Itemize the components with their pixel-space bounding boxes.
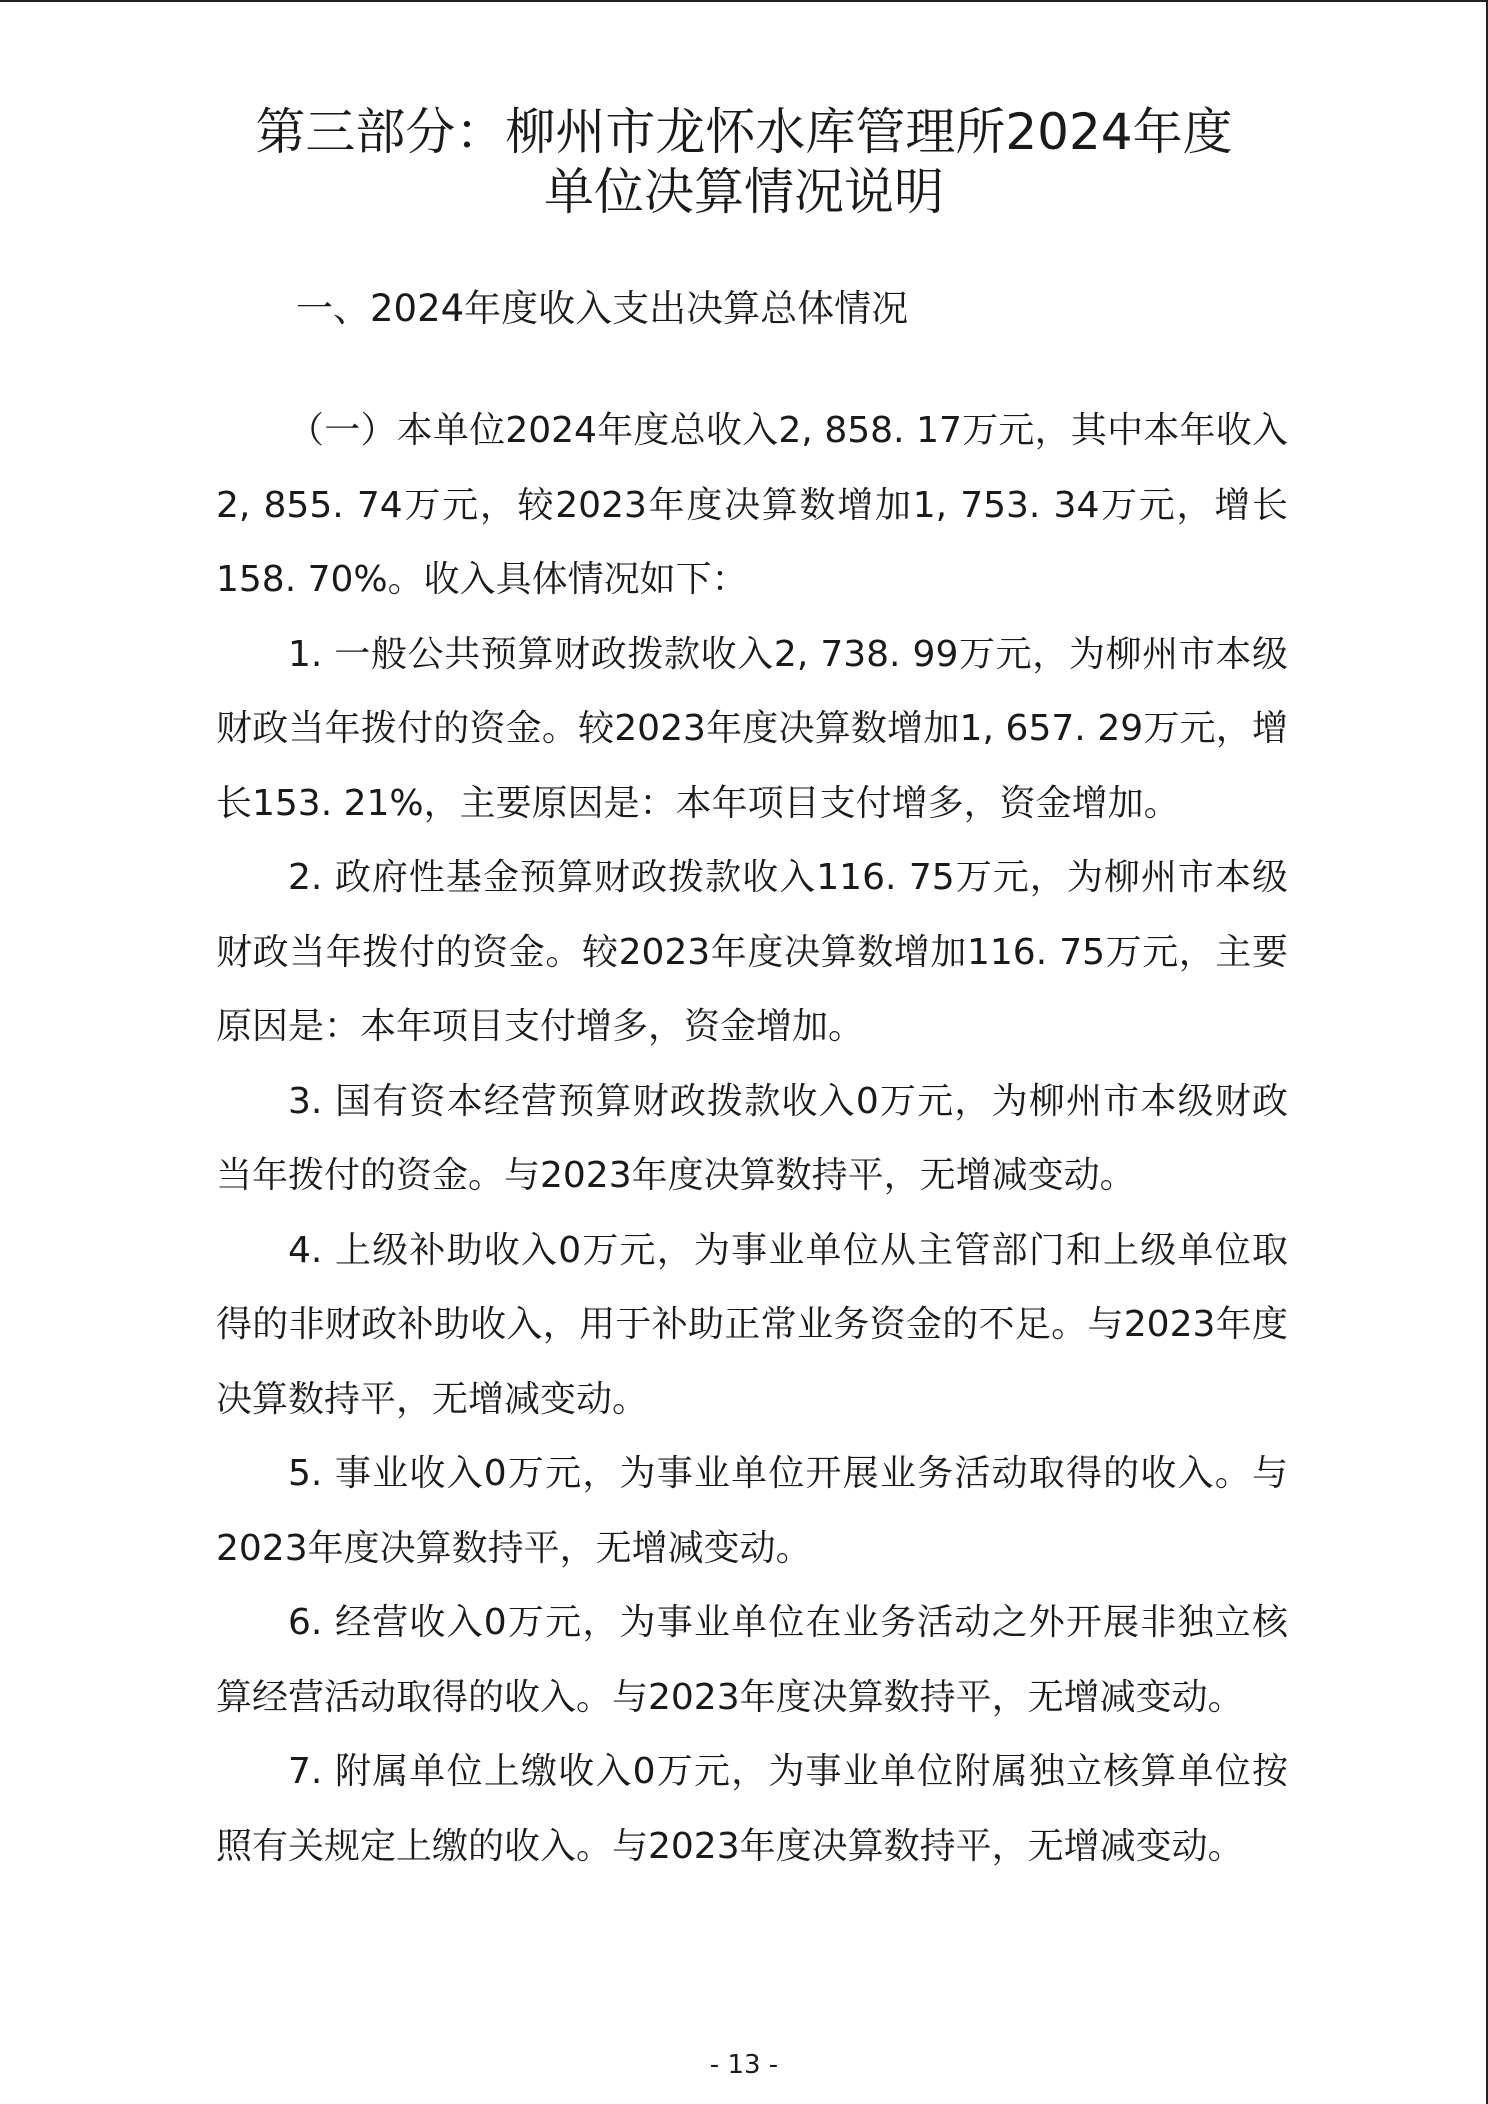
paragraph-item-7: 7. 附属单位上缴收入0万元，为事业单位附属独立核算单位按照有关规定上缴的收入。与2023年度决算数持平，无增减变动。	[216, 1751, 1288, 1867]
paragraph-item-1: 1. 一般公共预算财政拨款收入2, 738. 99万元，为柳州市本级财政当年拨付的资金。较2023年度决算数增加1, 657. 29万元，增长153. 21%，主要原因是：本年项目支付增多，资金增加。	[216, 633, 1288, 824]
body-text	[216, 394, 1288, 1884]
title-line-1: 第三部分：柳州市龙怀水库管理所2024年度	[255, 103, 1233, 161]
section-heading: 一、2024年度收入支出决算总体情况	[296, 287, 909, 330]
page-title	[180, 102, 1308, 222]
paragraph-item-2: 2. 政府性基金预算财政拨款收入116. 75万元，为柳州市本级财政当年拨付的资金。较2023年度决算数增加116. 75万元，主要原因是：本年项目支付增多，资金增加。	[216, 857, 1288, 1047]
title-line-2: 单位决算情况说明	[544, 163, 944, 221]
paragraph-item-6: 6. 经营收入0万元，为事业单位在业务活动之外开展非独立核算经营活动取得的收入。与2023年度决算数持平，无增减变动。	[216, 1602, 1288, 1718]
page-number: - 13 -	[709, 2050, 779, 2080]
paragraph-item-3: 3. 国有资本经营预算财政拨款收入0万元，为柳州市本级财政当年拨付的资金。与2023年度决算数持平，无增减变动。	[216, 1080, 1288, 1196]
paragraph-item-4: 4. 上级补助收入0万元，为事业单位从主管部门和上级单位取得的非财政补助收入，用于补助正常业务资金的不足。与2023年度决算数持平，无增减变动。	[216, 1229, 1288, 1420]
paragraph-item-5: 5. 事业收入0万元，为事业单位开展业务活动取得的收入。与2023年度决算数持平，无增减变动。	[216, 1453, 1288, 1569]
paragraph-summary: （一）本单位2024年度总收入2, 858. 17万元，其中本年收入2, 855. 74万元，较2023年度决算数增加1, 753. 34万元，增长158. 70%。收入具体情况如下：	[216, 410, 1288, 600]
